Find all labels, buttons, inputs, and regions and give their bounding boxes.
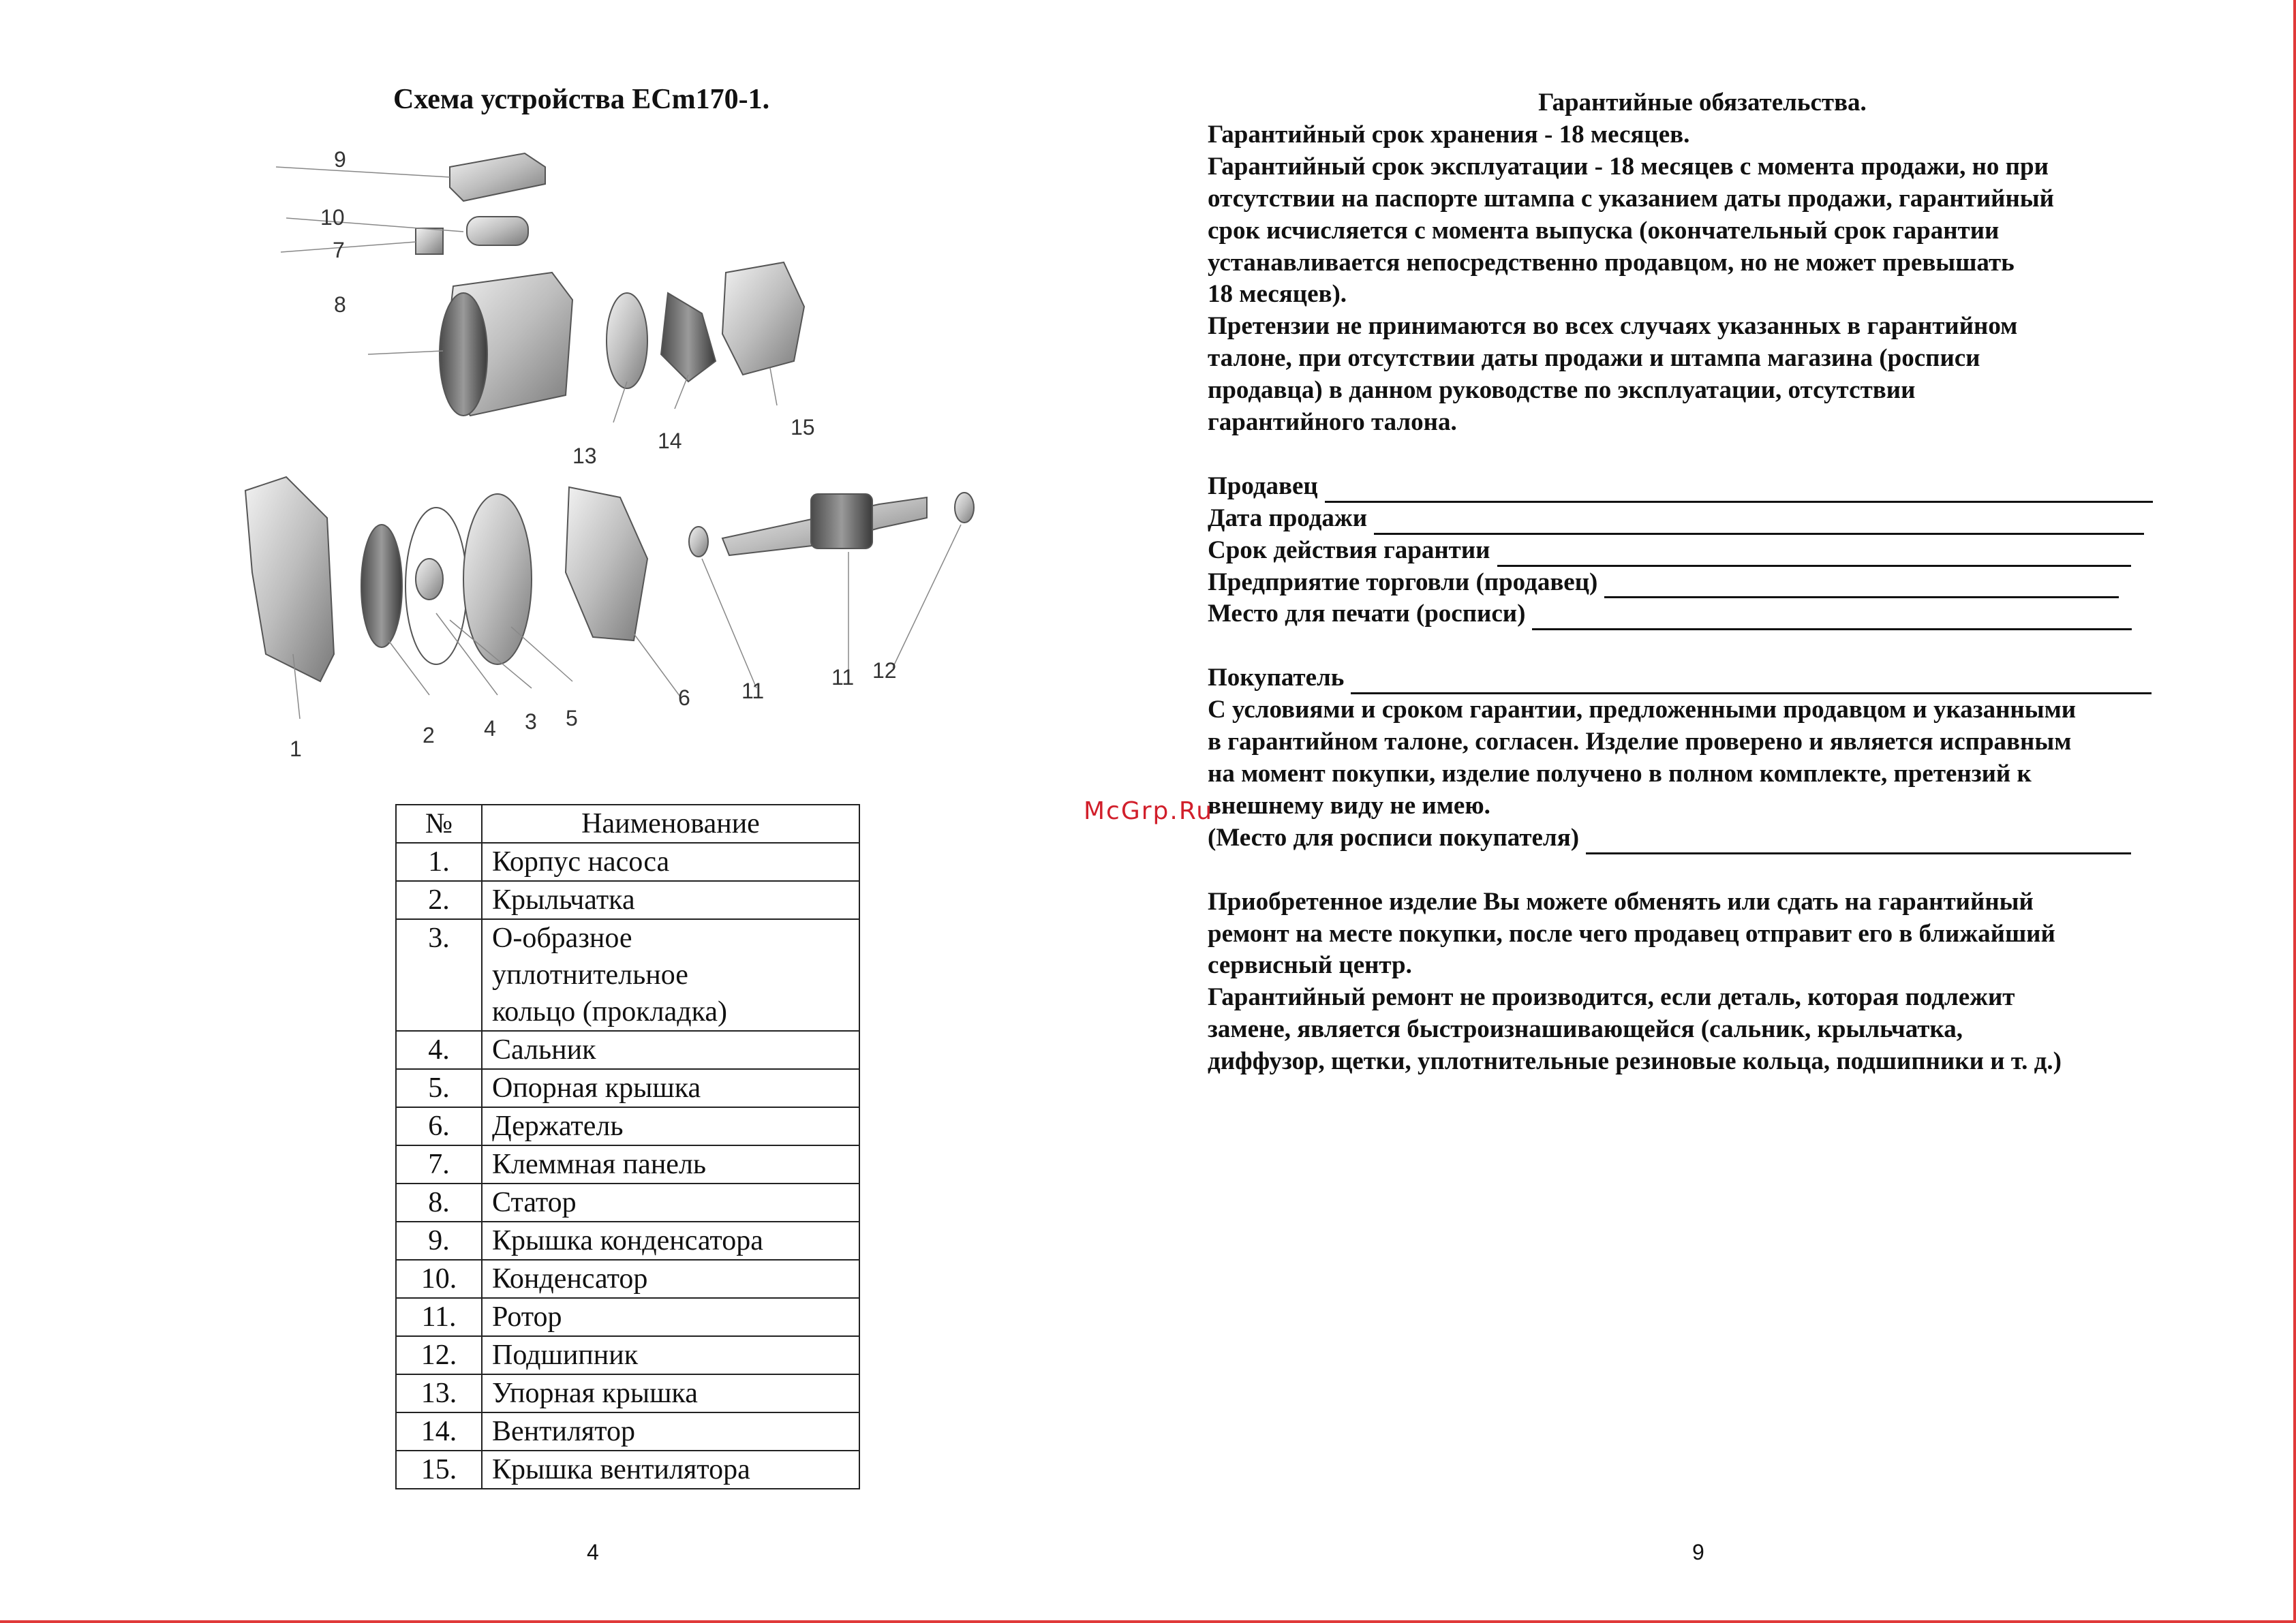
trade-company-label: Предприятие торговли (продавец) <box>1208 568 1598 596</box>
text-line: талоне, при отсутствии даты продажи и штампа магазина (росписи <box>1208 344 1980 373</box>
callout-6: 6 <box>678 685 690 710</box>
part-9-capacitor-cover <box>450 153 545 201</box>
part-1-pump-body <box>245 477 334 681</box>
part-15-fan-cover <box>722 262 804 375</box>
trade-company-field <box>1208 567 2203 599</box>
row-name: Крышка вентилятора <box>482 1451 859 1489</box>
text-line: ремонт на месте покупки, после чего продавец отправит его в ближайший <box>1208 919 2055 948</box>
row-name-line: уплотнительное <box>492 959 688 991</box>
text-line: в гарантийном талоне, согласен. Изделие проверено и является исправным <box>1208 728 2072 756</box>
text-line: на момент покупки, изделие получено в полном комплекте, претензий к <box>1208 760 2032 788</box>
row-no: 4. <box>396 1031 482 1069</box>
text-line: гарантийного талона. <box>1208 408 1457 437</box>
callout-1: 1 <box>290 737 302 761</box>
row-no: 1. <box>396 843 482 881</box>
header-name: Наименование <box>482 805 859 843</box>
warranty-term-field <box>1208 535 2203 567</box>
spacer <box>1208 630 2203 662</box>
callout-4: 4 <box>484 716 496 741</box>
table-row <box>396 1260 859 1298</box>
part-7-terminal-panel <box>416 228 443 254</box>
warranty-section <box>1208 87 2203 1078</box>
stamp-place-label: Место для печати (росписи) <box>1208 600 1526 628</box>
sale-date-field <box>1208 503 2203 535</box>
part-12-bearing-left <box>689 527 708 557</box>
row-name: Конденсатор <box>482 1260 859 1298</box>
table-row <box>396 919 859 1031</box>
text-line: С условиями и сроком гарантии, предложенными продавцом и указанными <box>1208 696 2077 724</box>
row-no: 13. <box>396 1374 482 1412</box>
text-line: диффузор, щетки, уплотнительные резиновые кольца, подшипники и т. д.) <box>1208 1047 2062 1076</box>
text-line: Приобретенное изделие Вы можете обменять или сдать на гарантийный <box>1208 887 2034 916</box>
table-row <box>396 1031 859 1069</box>
row-no: 11. <box>396 1298 482 1336</box>
text-line: Гарантийный срок эксплуатации - 18 месяцев с момента продажи, но при <box>1208 152 2049 181</box>
row-no: 15. <box>396 1451 482 1489</box>
text-line: 18 месяцев). <box>1208 280 1347 309</box>
callout-12b: 12 <box>872 658 897 683</box>
table-row <box>396 1145 859 1184</box>
text-line: Гарантийный ремонт не производится, если деталь, которая подлежит <box>1208 983 2015 1012</box>
row-name: Упорная крышка <box>482 1374 859 1412</box>
row-name: Опорная крышка <box>482 1069 859 1107</box>
table-row <box>396 881 859 919</box>
part-12-bearing-right <box>955 493 974 523</box>
callout-5: 5 <box>566 706 578 730</box>
table-row <box>396 843 859 881</box>
pump-exploded-drawing <box>225 136 1009 777</box>
table-row <box>396 1184 859 1222</box>
row-no: 5. <box>396 1069 482 1107</box>
spacer <box>1208 854 2203 886</box>
row-name: Вентилятор <box>482 1412 859 1451</box>
row-no: 3. <box>396 919 482 1031</box>
text-line: замене, является быстроизнашивающейся (сальник, крыльчатка, <box>1208 1015 1963 1044</box>
text-line: Гарантийный срок хранения - 18 месяцев. <box>1208 120 1690 149</box>
row-no: 7. <box>396 1145 482 1184</box>
diagram-callouts <box>290 147 897 761</box>
page-frame-bottom <box>0 1620 2296 1623</box>
text-line: Претензии не принимаются во всех случаях указанных в гарантийном <box>1208 312 2018 341</box>
row-no: 2. <box>396 881 482 919</box>
page-frame-right <box>2293 0 2296 1623</box>
row-no: 14. <box>396 1412 482 1451</box>
table-row <box>396 1374 859 1412</box>
seller-field <box>1208 471 2203 503</box>
buyer-signature-field <box>1208 822 2203 854</box>
callout-8: 8 <box>334 292 346 317</box>
buyer-field <box>1208 662 2203 694</box>
page-number-right: 9 <box>1692 1540 1704 1564</box>
buyer-blank[interactable] <box>1351 669 2152 694</box>
warranty-term-label: Срок действия гарантии <box>1208 536 1490 564</box>
seller-blank[interactable] <box>1325 478 2153 503</box>
table-row <box>396 1069 859 1107</box>
buyer-label: Покупатель <box>1208 664 1345 692</box>
row-name: Крыльчатка <box>482 881 859 919</box>
part-5-support-cover <box>463 494 532 664</box>
part-4-seal <box>416 559 443 600</box>
text-line: сервисный центр. <box>1208 951 1412 980</box>
callout-11: 11 <box>831 665 855 690</box>
text-line: срок исчисляется с момента выпуска (окончательный срок гарантии <box>1208 216 2000 245</box>
stator-front-face <box>440 293 487 416</box>
page-number-left: 4 <box>587 1540 599 1564</box>
row-name: Клеммная панель <box>482 1145 859 1184</box>
header-no: № <box>396 805 482 843</box>
part-6-holder <box>566 487 647 640</box>
table-row <box>396 1222 859 1260</box>
trade-company-blank[interactable] <box>1604 573 2119 598</box>
table-row <box>396 1336 859 1374</box>
seller-label: Продавец <box>1208 472 1318 500</box>
part-10-capacitor <box>467 217 528 245</box>
row-name: Корпус насоса <box>482 843 859 881</box>
callout-14: 14 <box>658 429 682 453</box>
table-row <box>396 1298 859 1336</box>
row-no: 12. <box>396 1336 482 1374</box>
callout-3: 3 <box>525 709 537 734</box>
text-line: отсутствии на паспорте штампа с указанием даты продажи, гарантийный <box>1208 184 2054 213</box>
exploded-view-diagram <box>225 136 1009 777</box>
callout-15: 15 <box>791 415 815 439</box>
row-name: Сальник <box>482 1031 859 1069</box>
sale-date-label: Дата продажи <box>1208 504 1368 532</box>
row-no: 9. <box>396 1222 482 1260</box>
rotor-core <box>811 494 872 548</box>
row-name: Держатель <box>482 1107 859 1145</box>
buyer-signature-label: (Место для росписи покупателя) <box>1208 823 1580 852</box>
table-row <box>396 1107 859 1145</box>
part-2-impeller <box>361 525 402 647</box>
callout-13: 13 <box>572 444 597 468</box>
watermark: McGrp.Ru <box>1084 797 1214 825</box>
warranty-term-blank[interactable] <box>1497 542 2131 567</box>
row-name: Подшипник <box>482 1336 859 1374</box>
table-header-row <box>396 805 859 843</box>
callout-12a: 11 <box>741 679 765 703</box>
callout-9: 9 <box>334 147 346 172</box>
row-no: 8. <box>396 1184 482 1222</box>
text-line: внешнему виду не имею. <box>1208 791 1490 820</box>
row-name-line: О-образное <box>492 923 632 954</box>
part-13-bearing-cover <box>607 293 647 388</box>
table-row <box>396 1451 859 1489</box>
warranty-heading: Гарантийные обязательства. <box>1538 89 1867 117</box>
sale-date-blank[interactable] <box>1374 510 2144 535</box>
row-name-multiline <box>482 919 859 1031</box>
row-name: Ротор <box>482 1298 859 1336</box>
row-no: 10. <box>396 1260 482 1298</box>
callout-2: 2 <box>423 723 435 747</box>
row-name: Крышка конденсатора <box>482 1222 859 1260</box>
row-name-line: кольцо (прокладка) <box>492 996 728 1027</box>
text-line: устанавливается непосредственно продавцом, но не может превышать <box>1208 248 2015 277</box>
callout-10: 10 <box>320 205 345 230</box>
buyer-signature-blank[interactable] <box>1586 829 2131 854</box>
diagram-title: Схема устройства ECm170-1. <box>393 84 770 115</box>
text-line: продавца) в данном руководстве по эксплуатации, отсутствии <box>1208 376 1916 405</box>
spacer <box>1208 439 2203 471</box>
callout-7: 7 <box>333 238 345 262</box>
stamp-place-blank[interactable] <box>1532 605 2132 630</box>
stamp-place-field <box>1208 598 2203 630</box>
table-row <box>396 1412 859 1451</box>
part-14-fan <box>661 293 716 382</box>
row-no: 6. <box>396 1107 482 1145</box>
row-name: Статор <box>482 1184 859 1222</box>
parts-table <box>395 804 860 1489</box>
